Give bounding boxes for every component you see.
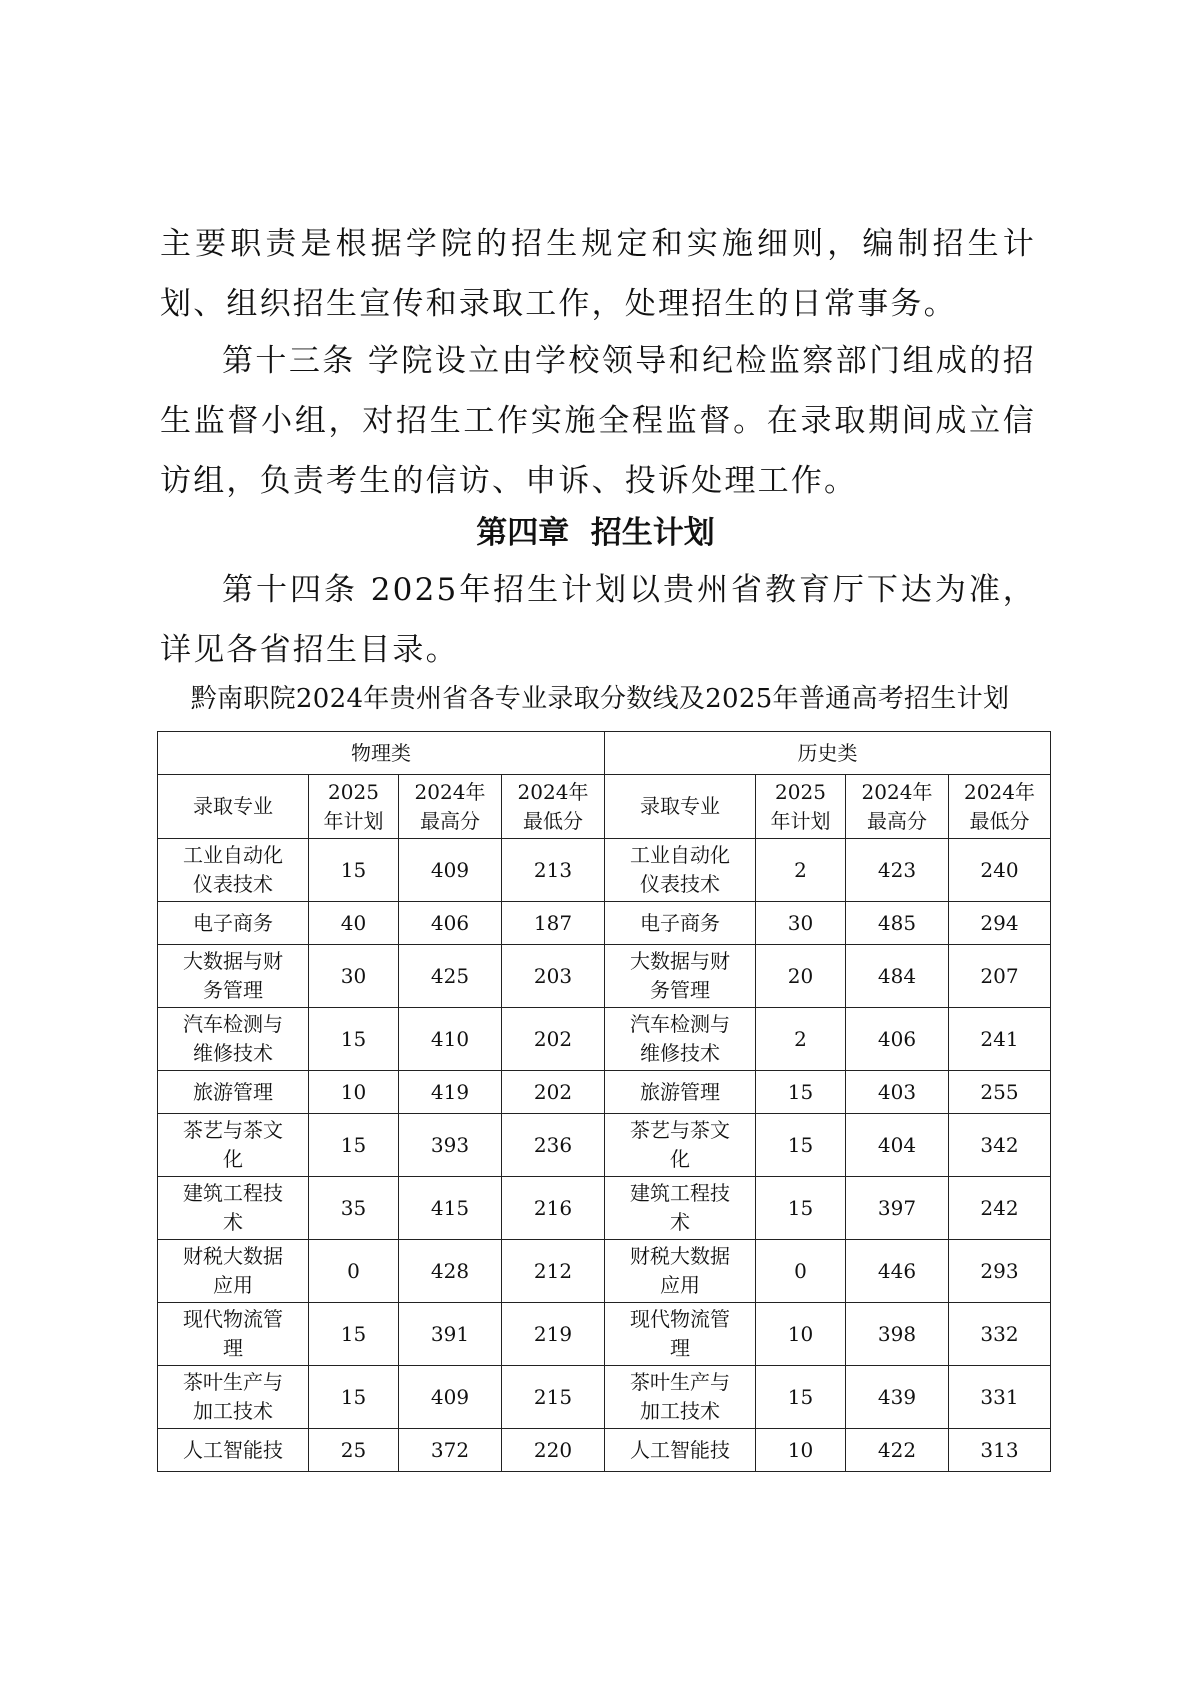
physics-min-score-cell: 203 bbox=[502, 945, 605, 1008]
col-header-plan: 2025 年计划 bbox=[309, 775, 399, 839]
col-header-min: 2024年 最低分 bbox=[949, 775, 1051, 839]
history-plan-cell: 20 bbox=[756, 945, 846, 1008]
history-major-cell: 建筑工程技 术 bbox=[605, 1177, 756, 1240]
physics-major-cell: 人工智能技 bbox=[158, 1429, 309, 1472]
paragraph-article-14: 第十四条 2025年招生计划以贵州省教育厅下达为准，详见各省招生目录。 bbox=[160, 572, 1036, 668]
physics-min-score-cell: 202 bbox=[502, 1071, 605, 1114]
history-major-cell: 大数据与财 务管理 bbox=[605, 945, 756, 1008]
table-row bbox=[158, 1240, 1051, 1303]
col-header-max: 2024年 最高分 bbox=[399, 775, 502, 839]
col-header-min: 2024年 最低分 bbox=[502, 775, 605, 839]
history-plan-cell: 15 bbox=[756, 1071, 846, 1114]
history-max-score-cell: 397 bbox=[846, 1177, 949, 1240]
table-row bbox=[158, 1114, 1051, 1177]
physics-plan-cell: 15 bbox=[309, 1114, 399, 1177]
admission-plan-table bbox=[157, 731, 1051, 1472]
group-history-header: 历史类 bbox=[605, 732, 1051, 775]
history-major-cell: 汽车检测与 维修技术 bbox=[605, 1008, 756, 1071]
physics-max-score-cell: 410 bbox=[399, 1008, 502, 1071]
physics-plan-cell: 15 bbox=[309, 1366, 399, 1429]
history-major-cell: 现代物流管 理 bbox=[605, 1303, 756, 1366]
physics-min-score-cell: 202 bbox=[502, 1008, 605, 1071]
history-max-score-cell: 406 bbox=[846, 1008, 949, 1071]
physics-plan-cell: 15 bbox=[309, 839, 399, 902]
history-plan-cell: 2 bbox=[756, 1008, 846, 1071]
chapter-heading: 第四章 招生计划 bbox=[476, 515, 715, 551]
history-min-score-cell: 342 bbox=[949, 1114, 1051, 1177]
history-major-cell: 旅游管理 bbox=[605, 1071, 756, 1114]
history-plan-cell: 15 bbox=[756, 1177, 846, 1240]
history-major-cell: 茶叶生产与 加工技术 bbox=[605, 1366, 756, 1429]
history-plan-cell: 15 bbox=[756, 1366, 846, 1429]
physics-min-score-cell: 212 bbox=[502, 1240, 605, 1303]
physics-plan-cell: 10 bbox=[309, 1071, 399, 1114]
history-min-score-cell: 313 bbox=[949, 1429, 1051, 1472]
history-major-cell: 人工智能技 bbox=[605, 1429, 756, 1472]
physics-min-score-cell: 220 bbox=[502, 1429, 605, 1472]
history-min-score-cell: 240 bbox=[949, 839, 1051, 902]
physics-major-cell: 旅游管理 bbox=[158, 1071, 309, 1114]
history-plan-cell: 2 bbox=[756, 839, 846, 902]
history-major-cell: 茶艺与茶文 化 bbox=[605, 1114, 756, 1177]
physics-max-score-cell: 409 bbox=[399, 1366, 502, 1429]
history-max-score-cell: 423 bbox=[846, 839, 949, 902]
history-max-score-cell: 403 bbox=[846, 1071, 949, 1114]
col-header-max: 2024年 最高分 bbox=[846, 775, 949, 839]
physics-max-score-cell: 393 bbox=[399, 1114, 502, 1177]
physics-major-cell: 茶艺与茶文 化 bbox=[158, 1114, 309, 1177]
history-plan-cell: 10 bbox=[756, 1429, 846, 1472]
table-row bbox=[158, 839, 1051, 902]
paragraph-article-13: 第十三条 学院设立由学校领导和纪检监察部门组成的招生监督小组，对招生工作实施全程监督。在录取期间成立信访组，负责考生的信访、申诉、投诉处理工作。 bbox=[160, 343, 1036, 499]
history-min-score-cell: 207 bbox=[949, 945, 1051, 1008]
physics-major-cell: 电子商务 bbox=[158, 902, 309, 945]
history-min-score-cell: 241 bbox=[949, 1008, 1051, 1071]
history-min-score-cell: 293 bbox=[949, 1240, 1051, 1303]
history-min-score-cell: 331 bbox=[949, 1366, 1051, 1429]
physics-max-score-cell: 419 bbox=[399, 1071, 502, 1114]
physics-major-cell: 大数据与财 务管理 bbox=[158, 945, 309, 1008]
history-min-score-cell: 294 bbox=[949, 902, 1051, 945]
physics-plan-cell: 25 bbox=[309, 1429, 399, 1472]
history-plan-cell: 10 bbox=[756, 1303, 846, 1366]
physics-plan-cell: 15 bbox=[309, 1303, 399, 1366]
history-max-score-cell: 439 bbox=[846, 1366, 949, 1429]
history-major-cell: 电子商务 bbox=[605, 902, 756, 945]
history-plan-cell: 0 bbox=[756, 1240, 846, 1303]
physics-min-score-cell: 219 bbox=[502, 1303, 605, 1366]
physics-plan-cell: 0 bbox=[309, 1240, 399, 1303]
table-row bbox=[158, 1429, 1051, 1472]
history-major-cell: 财税大数据 应用 bbox=[605, 1240, 756, 1303]
history-min-score-cell: 255 bbox=[949, 1071, 1051, 1114]
table-row bbox=[158, 945, 1051, 1008]
history-max-score-cell: 446 bbox=[846, 1240, 949, 1303]
table-row bbox=[158, 1071, 1051, 1114]
table-row bbox=[158, 1008, 1051, 1071]
table-row bbox=[158, 1366, 1051, 1429]
table-row bbox=[158, 902, 1051, 945]
physics-max-score-cell: 425 bbox=[399, 945, 502, 1008]
history-plan-cell: 15 bbox=[756, 1114, 846, 1177]
physics-max-score-cell: 415 bbox=[399, 1177, 502, 1240]
physics-min-score-cell: 187 bbox=[502, 902, 605, 945]
table-caption: 黔南职院2024年贵州省各专业录取分数线及2025年普通高考招生计划 bbox=[190, 684, 1010, 714]
physics-major-cell: 汽车检测与 维修技术 bbox=[158, 1008, 309, 1071]
table-column-header-row bbox=[158, 775, 1051, 839]
history-max-score-cell: 404 bbox=[846, 1114, 949, 1177]
history-max-score-cell: 485 bbox=[846, 902, 949, 945]
history-min-score-cell: 332 bbox=[949, 1303, 1051, 1366]
physics-major-cell: 现代物流管 理 bbox=[158, 1303, 309, 1366]
physics-max-score-cell: 406 bbox=[399, 902, 502, 945]
history-min-score-cell: 242 bbox=[949, 1177, 1051, 1240]
history-plan-cell: 30 bbox=[756, 902, 846, 945]
col-header-major: 录取专业 bbox=[605, 775, 756, 839]
physics-max-score-cell: 372 bbox=[399, 1429, 502, 1472]
history-max-score-cell: 422 bbox=[846, 1429, 949, 1472]
table-row bbox=[158, 1303, 1051, 1366]
physics-min-score-cell: 215 bbox=[502, 1366, 605, 1429]
paragraph-responsibilities: 主要职责是根据学院的招生规定和实施细则，编制招生计划、组织招生宣传和录取工作，处理招生的日常事务。 bbox=[160, 226, 1036, 322]
physics-plan-cell: 35 bbox=[309, 1177, 399, 1240]
col-header-major: 录取专业 bbox=[158, 775, 309, 839]
physics-min-score-cell: 236 bbox=[502, 1114, 605, 1177]
history-max-score-cell: 398 bbox=[846, 1303, 949, 1366]
col-header-plan: 2025 年计划 bbox=[756, 775, 846, 839]
physics-major-cell: 财税大数据 应用 bbox=[158, 1240, 309, 1303]
physics-major-cell: 工业自动化 仪表技术 bbox=[158, 839, 309, 902]
physics-max-score-cell: 428 bbox=[399, 1240, 502, 1303]
physics-min-score-cell: 216 bbox=[502, 1177, 605, 1240]
physics-max-score-cell: 409 bbox=[399, 839, 502, 902]
history-max-score-cell: 484 bbox=[846, 945, 949, 1008]
table-row bbox=[158, 1177, 1051, 1240]
physics-plan-cell: 30 bbox=[309, 945, 399, 1008]
history-major-cell: 工业自动化 仪表技术 bbox=[605, 839, 756, 902]
group-physics-header: 物理类 bbox=[158, 732, 605, 775]
physics-min-score-cell: 213 bbox=[502, 839, 605, 902]
physics-plan-cell: 40 bbox=[309, 902, 399, 945]
physics-plan-cell: 15 bbox=[309, 1008, 399, 1071]
physics-major-cell: 茶叶生产与 加工技术 bbox=[158, 1366, 309, 1429]
physics-major-cell: 建筑工程技 术 bbox=[158, 1177, 309, 1240]
table-group-header-row bbox=[158, 732, 1051, 775]
physics-max-score-cell: 391 bbox=[399, 1303, 502, 1366]
